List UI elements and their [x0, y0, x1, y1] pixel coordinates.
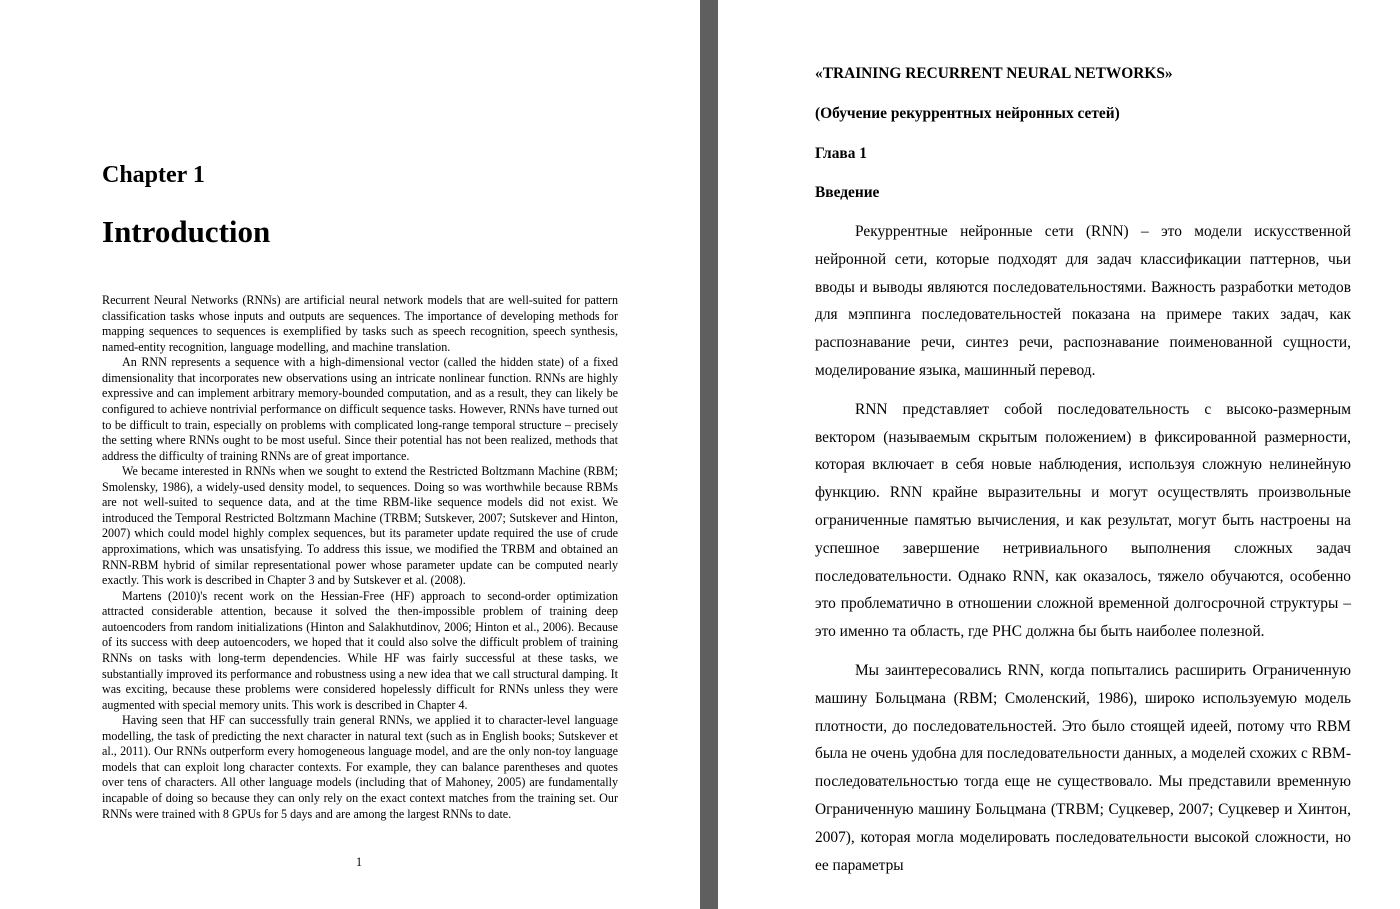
english-paragraph: Having seen that HF can successfully train general RNNs, we applied it to character-level language modelling, the task of predicting the next character in natural text (such as in English books; Sutskever et al., 2011). Our RNNs outperform every homogeneous language model, and are the only non-toy language models that can exploit long character contexts. For example, they can balance parentheses and quotes over tens of characters. All other language models (including that of Mahoney, 2005) are fundamentally incapable of doing so because they can only rely on the exact context matches from the training set. Our RNNs were trained with 8 GPUs for 5 days and are among the largest RNNs to date. — [102, 713, 618, 821]
page-divider — [700, 0, 718, 909]
russian-paragraph: RNN представляет собой последовательность с высоко-размерным вектором (называемым скрытым положением) в фиксированной размерности, которая включает в себя новые наблюдения, используя сложную нелинейную функцию. RNN крайне выразительны и могут осуществлять произвольные ограниченные памятью вычисления, и как результат, могут быть настроены на успешное завершение нетривиального выполнения сложных задач последовательности. Однако RNN, как оказалось, тяжело обучаются, особенно это проблематично в отношении сложной временной долгосрочной структуры – это именно та область, где РНС должна бы быть наиболее полезной. — [815, 400, 1351, 641]
chapter-heading: Глава 1 — [815, 145, 867, 162]
english-body — [102, 293, 618, 822]
page-number: 1 — [355, 855, 363, 869]
russian-paragraph: Мы заинтересовались RNN, когда попытались расширить Ограниченную машину Больцмана (RBM; Смоленский, 1986), широко используемую модель плотности, до последовательностей. Это было стоящей идеей, потому что RBM была не очень удобна для последовательности данных, а моделей схожих с RBM-последовательностью тогда еще не существовало. Мы представили временную Ограниченную машину Больцмана (TRBM; Суцкевер, 2007; Суцкевер и Хинтон, 2007), которая могла моделировать последовательности высокой сложности, но ее параметры — [815, 661, 1351, 874]
english-paragraph: Martens (2010)'s recent work on the Hessian-Free (HF) approach to second-order optimization attracted considerable attention, because it solved the then-impossible problem of training deep autoencoders from random initializations (Hinton and Salakhutdinov, 2006; Hinton et al., 2006). Because of its success with deep autoencoders, we hoped that it could also solve the difficult problem of training RNNs on tasks with long-term dependencies. While HF was fairly successful at these tasks, we substantially improved its performance and robustness using a new idea that we call structural damping. It was exciting, because these problems were considered hopelessly difficult for RNNs unless they were augmented with special memory units. This work is described in Chapter 4. — [102, 588, 618, 712]
russian-page — [718, 0, 1400, 909]
russian-body — [815, 218, 1351, 890]
chapter-label: Chapter 1 — [102, 162, 205, 188]
document-title-en: «TRAINING RECURRENT NEURAL NETWORKS» — [815, 65, 1173, 82]
document-title-ru: (Обучение рекуррентных нейронных сетей) — [815, 105, 1120, 122]
english-paragraph: Recurrent Neural Networks (RNNs) are artificial neural network models that are well-suited for pattern classification tasks whose inputs and outputs are sequences. The importance of developing methods for mapping sequences to sequences is exemplified by tasks such as speech recognition, speech synthesis, named-entity recognition, language modelling, and machine translation. — [102, 293, 618, 354]
english-paragraph: We became interested in RNNs when we sought to extend the Restricted Boltzmann Machine (RBM; Smolensky, 1986), a widely-used density model, to sequences. Doing so was worthwhile because RBMs are not well-suited to sequence data, and at the time RBM-like sequence models did not exist. We introduced the Temporal Restricted Boltzmann Machine (TRBM; Sutskever, 2007; Sutskever and Hinton, 2007) which could model highly complex sequences, but its parameter update required the use of crude approximations, which was unsatisfying. To address this issue, we modified the TRBM and obtained an RNN-RBM hybrid of similar representational power whose parameter update can be computed nearly exactly. This work is described in Chapter 3 and by Sutskever et al. (2008). — [102, 464, 618, 588]
english-paragraph: An RNN represents a sequence with a high-dimensional vector (called the hidden state) of a fixed dimensionality that incorporates new observations using an intricate nonlinear function. RNNs are highly expressive and can implement arbitrary memory-bounded computation, and as a result, they can likely be configured to achieve nontrivial performance on difficult sequence tasks. However, RNNs have turned out to be difficult to train, especially on problems with complicated long-range temporal structure – precisely the setting where RNNs ought to be most useful. Since their potential has not been realized, methods that address the difficulty of training RNNs are of great importance. — [102, 355, 618, 463]
russian-paragraph: Рекуррентные нейронные сети (RNN) – это модели искусственной нейронной сети, которые подходят для задач классификации паттернов, чьи вводы и выводы являются последовательностями. Важность разработки методов для мэппинга последовательностей показана на примере таких задач, как распознавание речи, синтез речи, распознавание поименованной сущности, моделирование языка, машинный перевод. — [815, 223, 1351, 379]
chapter-title: Introduction — [102, 214, 271, 249]
section-heading: Введение — [815, 184, 880, 201]
